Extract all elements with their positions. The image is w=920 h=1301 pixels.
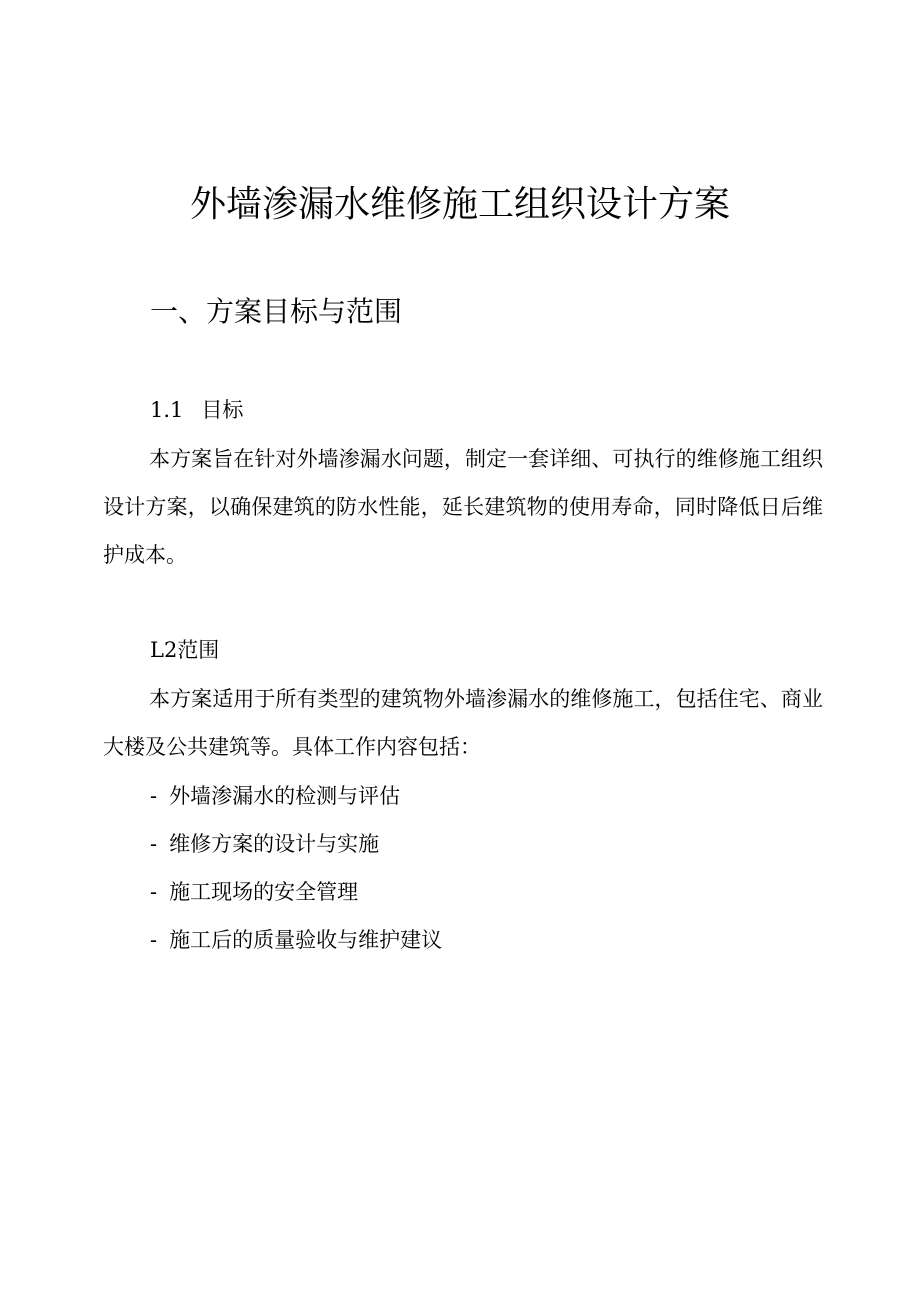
list-item-text: 施工现场的安全管理 (169, 880, 359, 904)
list-item-text: 施工后的质量验收与维护建议 (169, 928, 443, 952)
subsection-number: 1.1 (150, 398, 184, 422)
list-item (150, 916, 442, 964)
list-marker: - (150, 784, 158, 808)
list-item (150, 820, 442, 868)
subsection-label: 目标 (201, 398, 244, 422)
list-marker: - (150, 928, 158, 952)
scope-paragraph: 本方案适用于所有类型的建筑物外墙渗漏水的维修施工，包括住宅、商业大楼及公共建筑等。具体工作内容包括： (103, 687, 823, 759)
list-marker: - (150, 880, 158, 904)
subsection-heading-goal (150, 395, 243, 425)
list-item (150, 868, 442, 916)
section-heading: 一、方案目标与范围 (150, 295, 403, 328)
goal-paragraph: 本方案旨在针对外墙渗漏水问题，制定一套详细、可执行的维修施工组织设计方案，以确保建筑的防水性能，延长建筑物的使用寿命，同时降低日后维护成本。 (103, 447, 823, 567)
list-item-text: 维修方案的设计与实施 (169, 832, 380, 856)
document-title: 外墙渗漏水维修施工组织设计方案 (189, 184, 730, 225)
list-marker: - (150, 832, 158, 856)
scope-work-list (150, 772, 442, 964)
subsection-heading-scope: L2范围 (150, 638, 220, 662)
list-item-text: 外墙渗漏水的检测与评估 (169, 784, 401, 808)
list-item (150, 772, 442, 820)
